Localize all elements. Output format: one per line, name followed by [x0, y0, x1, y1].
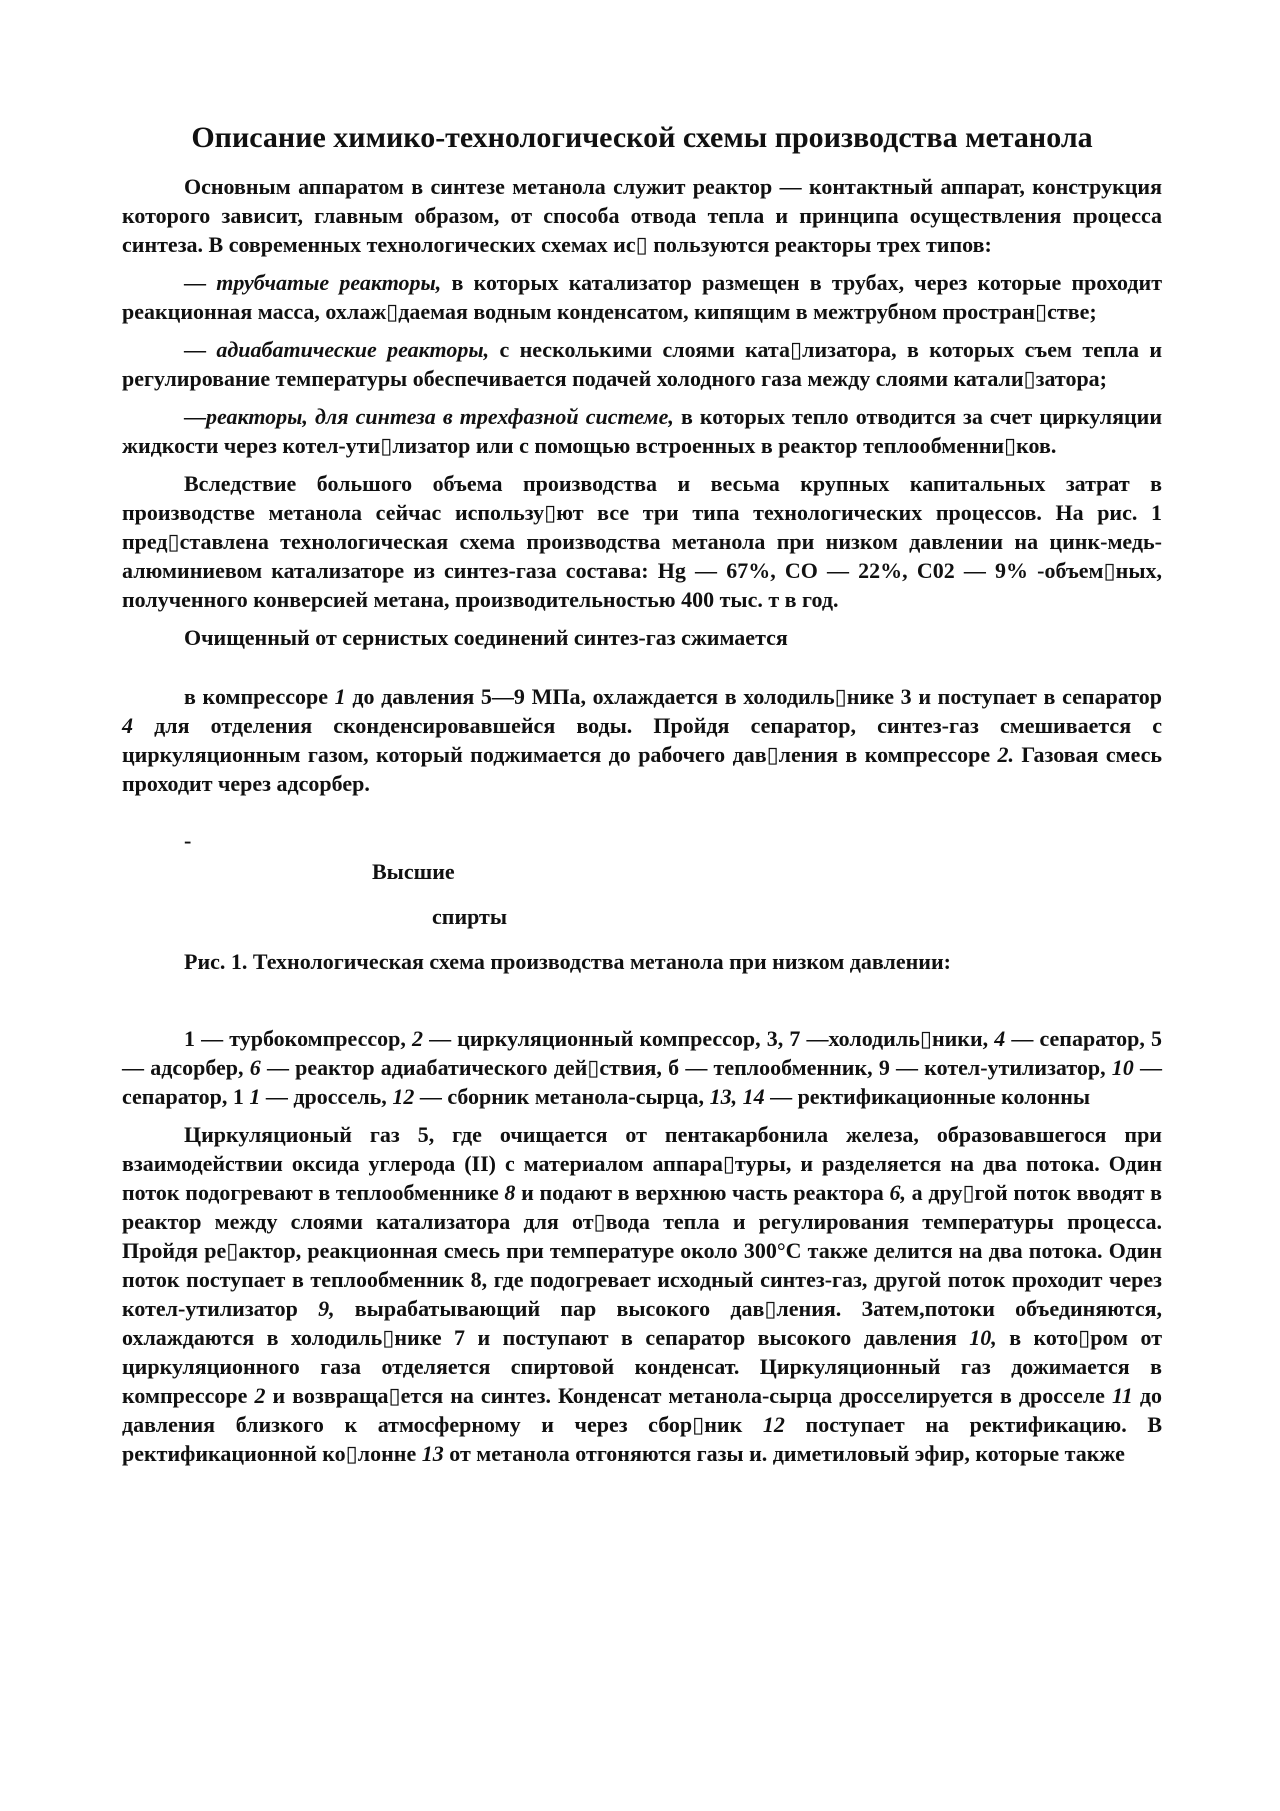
figure-label-line-1: Высшие [372, 859, 455, 884]
circulation-gas-paragraph [122, 1120, 1162, 1468]
text-run: — сепаратор, 1 [122, 1055, 1162, 1109]
ref-number: 4 [122, 713, 133, 738]
text-run: а дру▯гой поток вводят в реактор между слоями катализатора для от▯вода тепла и регулирования температуры процесса. Пройдя ре▯актор, реакционная смесь при температуре около 300°С также делится на два потока. Один поток поступает в теплообменник 8, где подогревает исходный синтез-газ, другой поток проходит через котел-утилизатор [122, 1180, 1163, 1321]
intro-paragraph: Основным аппаратом в синтезе метанола служит реактор — контактный аппарат, конструкция которого зависит, главным образом, от способа отвода тепла и принципа осуществления процесса синтеза. В современных технологических схемах ис▯ пользуются реакторы трех типов: [122, 174, 1162, 257]
cleaned-gas-paragraph: Очищенный от сернистых соединений синтез-газ сжимается [184, 625, 788, 650]
ref-number: 6 [249, 1055, 261, 1080]
item-text: в которых тепло отводится за счет циркуляции жидкости через котел-ути▯лизатор или с помощью встроенных в реактор теплообменни▯ков. [122, 404, 1163, 458]
ref-number: 11 [1112, 1383, 1133, 1408]
ref-number: 8 [504, 1180, 516, 1205]
ref-number: 1 [249, 1084, 261, 1109]
item-term: реакторы, для синтеза в трехфазной системе, [206, 404, 674, 429]
text-run: до давления близкого к атмосферному и через сбор▯ник [122, 1383, 1162, 1437]
ref-number: 2 [411, 1026, 423, 1051]
document-page [122, 120, 1162, 1477]
ref-number: 10 [1111, 1055, 1134, 1080]
text-run: 1 — турбокомпрессор, [184, 1026, 412, 1051]
reactor-type-tubular [122, 268, 1162, 326]
item-lead: — [184, 270, 217, 295]
ref-number: 9, [318, 1296, 335, 1321]
text-run: в компрессоре [184, 684, 335, 709]
ref-number: 4 [994, 1026, 1006, 1051]
ref-number: 2 [254, 1383, 266, 1408]
text-run: и подают в верхнюю часть реактора [515, 1180, 890, 1205]
text-run: — циркуляционный компрессор, 3, 7 —холодиль▯ники, [422, 1026, 995, 1051]
reactor-type-adiabatic [122, 335, 1162, 393]
item-term: трубчатые реакторы, [216, 270, 442, 295]
ref-number: 6, [889, 1180, 906, 1205]
item-lead: — [184, 337, 217, 362]
text-run: вырабатывающий пар высокого дав▯ления. Затем,потоки объединяются, охлаждаются в холодиль▯нике 7 и поступают в сепаратор высокого давления [122, 1296, 1162, 1350]
text-run: поступает на ректификацию. В ректификационной ко▯лонне [122, 1412, 1162, 1466]
figure-dash: - [184, 828, 192, 853]
ref-number: 1 [334, 684, 346, 709]
page-title: Описание химико-технологической схемы производства метанола [191, 121, 1093, 154]
figure-legend [122, 1024, 1162, 1111]
text-run: от метанола отгоняются газы и. диметиловый эфир, которые также [443, 1441, 1125, 1466]
text-run: — сепаратор, 5 — адсорбер, [122, 1026, 1162, 1080]
text-run: — реактор адиабатического дей▯ствия, б — теплообменник, 9 — котел-утилизатор, [260, 1055, 1112, 1080]
figure-label-line-2: спирты [432, 904, 508, 929]
text-run: — сборник метанола-сырца, [414, 1084, 710, 1109]
ref-number: 13, 14 [709, 1084, 765, 1109]
reactor-type-three-phase [122, 402, 1162, 460]
ref-number: 2. [997, 742, 1015, 767]
text-run: в кото▯ром от циркуляционного газа отделяется спиртовой конденсат. Циркуляционный газ дожимается в компрессоре [122, 1325, 1162, 1408]
ref-number: 12 [762, 1412, 785, 1437]
production-volume-paragraph: Вследствие большого объема производства и весьма крупных капитальных затрат в производстве метанола сейчас использу▯ют все три типа технологических процессов. На рис. 1 пред▯ставлена технологическая схема производства метанола при низком давлении на цинк-медь-алюминиевом катализаторе из синтез-газа состава: Hg — 67%, СО — 22%, С02 — 9% -объем▯ных, полученного конверсией метана, производительностью 400 тыс. т в год. [122, 471, 1162, 612]
item-text: с несколькими слоями ката▯лизатора, в которых съем тепла и регулирование температуры обеспечивается подачей холодного газа между слоями катали▯затора; [122, 337, 1163, 391]
item-term: адиабатические реакторы, [216, 337, 490, 362]
text-run: — ректификационные колонны [764, 1084, 1091, 1109]
ref-number: 12 [392, 1084, 415, 1109]
item-lead: — [184, 404, 206, 429]
text-run: и возвраща▯ется на синтез. Конденсат метанола-сырца дросселируется в дросселе [265, 1383, 1112, 1408]
ref-number: 10, [969, 1325, 997, 1350]
ref-number: 13 [421, 1441, 444, 1466]
text-run: — дроссель, [260, 1084, 393, 1109]
text-run: до давления 5—9 МПа, охлаждается в холодиль▯нике 3 и поступает в сепаратор [345, 684, 1163, 709]
compressor-paragraph [122, 682, 1162, 798]
figure-caption: Рис. 1. Технологическая схема производства метанола при низком давлении: [184, 949, 951, 974]
item-text: в которых катализатор размещен в трубах, через которые проходит реакционная масса, охлаж▯даемая водным конденсатом, кипящим в межтрубном простран▯стве; [122, 270, 1163, 324]
text-run: Циркуляционый газ 5, где очищается от пентакарбонила железа, образовавшегося при взаимодействии оксида углерода (II) с материалом аппара▯туры, и разделяется на два потока. Один поток подогревают в теплообменнике [122, 1122, 1162, 1205]
text-run: для отделения сконденсировавшейся воды. Пройдя сепаратор, синтез-газ смешивается с циркуляционным газом, который поджимается до рабочего дав▯ления в компрессоре [122, 713, 1162, 767]
text-run: Газовая смесь проходит через адсорбер. [122, 742, 1162, 796]
